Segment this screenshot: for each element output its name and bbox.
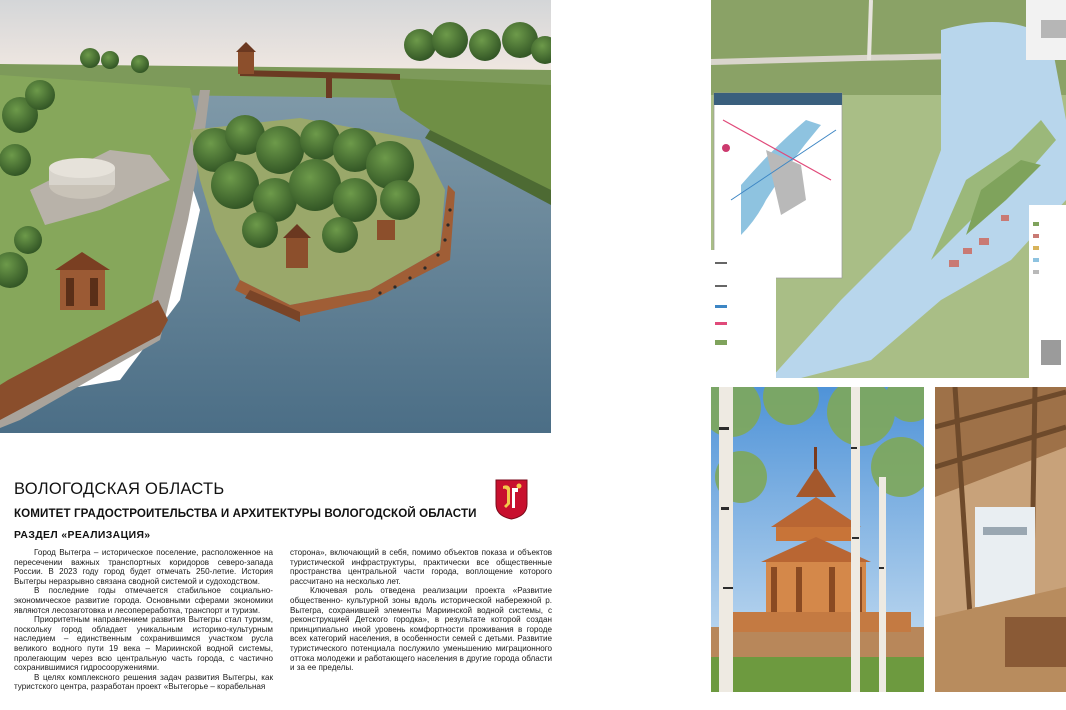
text-column-left bbox=[14, 548, 273, 692]
section-title: РАЗДЕЛ «РЕАЛИЗАЦИЯ» bbox=[14, 530, 151, 541]
paragraph: В последние годы отмечается стабильное социально-экономическое развитие города. Основными сферами экономики являются лесозаготовка и лесопереработка, транспорт и туризм. bbox=[14, 586, 273, 615]
aerial-render-embankment bbox=[0, 0, 551, 433]
paragraph: Город Вытегра – историческое поселение, расположенное на пересечении важных транспортных коридоров северо-запада России. В 2023 году город будет отмечать 250-летие. История Вытегры неразрывно связана сводной системой и судоходством. bbox=[14, 548, 273, 586]
paragraph: сторона», включающий в себя, помимо объектов показа и объектов туристической инфраструктуры, практически все общественные пространства центральной части города, воплощение которого рассчитано на несколько лет. bbox=[290, 548, 552, 586]
region-title: ВОЛОГОДСКАЯ ОБЛАСТЬ bbox=[14, 480, 225, 498]
photo-gazebo bbox=[711, 387, 924, 692]
text-column-right bbox=[290, 548, 552, 673]
paragraph: Ключевая роль отведена реализации проекта «Развитие общественно- культурной зоны вдоль исторической набережной р. Вытегра, сохранившей элементы Мариинской водной системы, с реконструкцией Детского городка», в результате которой создан принципиально иной уровень комфортности проживания в городе всех категорий населения, в особенности семей с детьми. Развитие туристического потенциала послужило уменьшению миграционного оттока молодежи и работающего населения в другие города области и за ее пределы. bbox=[290, 586, 552, 673]
vologda-coat-of-arms-icon bbox=[494, 478, 529, 520]
paragraph: В целях комплексного решения задач развития Вытегры, как туристского центра, разработан проект «Вытегорье – корабельная bbox=[14, 672, 273, 692]
master-plan-image bbox=[711, 0, 1066, 378]
paragraph: Приоритетным направлением развития Вытегры стал туризм, поскольку город обладает уникальным историко-культурным наследием – единственным сохранившимся участком русла великого водного пути 19 века – Мариинской водной системы, пролегающим через всю центральную часть города, с частично сохранившимися гидросооружениями. bbox=[14, 615, 273, 673]
photo-interior-exhibition bbox=[935, 387, 1066, 692]
committee-title: КОМИТЕТ ГРАДОСТРОИТЕЛЬСТВА И АРХИТЕКТУРЫ ВОЛОГОДСКОЙ ОБЛАСТИ bbox=[14, 507, 477, 520]
